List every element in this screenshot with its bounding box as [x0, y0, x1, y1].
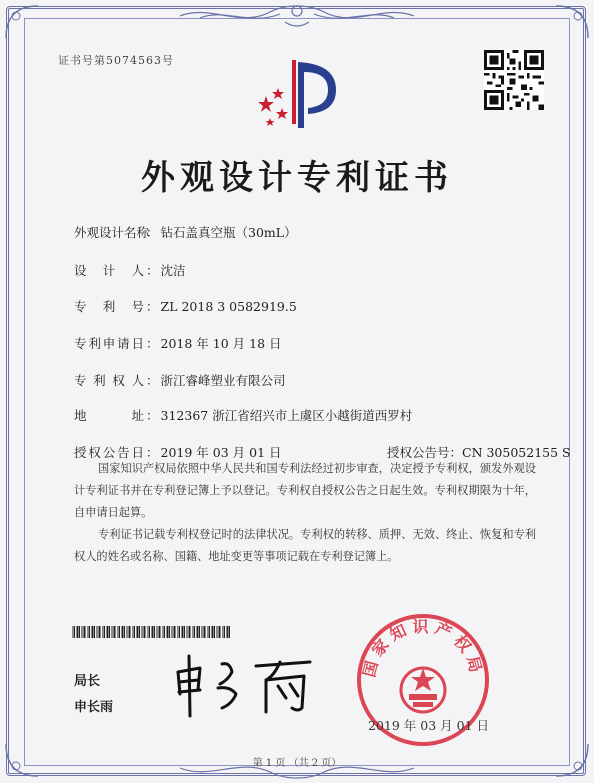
field-patent-number: 专利号 ： ZL 2018 3 0582919.5 [74, 299, 297, 314]
field-label: 地址 [74, 408, 144, 423]
field-application-date: 专利申请日 ： 2018 年 10 月 18 日 [74, 336, 282, 351]
field-patentee: 专利权人 ： 浙江睿峰塑业有限公司 [74, 373, 286, 388]
barcode [72, 626, 232, 638]
field-label: 专利号 [74, 299, 144, 314]
field-value: 2018 年 10 月 18 日 [160, 336, 282, 351]
field-value: 沈洁 [160, 263, 186, 278]
field-label: 外观设计名称 [74, 225, 150, 240]
field-value: 钻石盖真空瓶（30mL） [160, 225, 297, 240]
field-label: 专利权人 [74, 373, 144, 388]
field-label: 专利申请日 [74, 336, 144, 351]
certificate-paragraph-2: 专利证书记载专利权登记时的法律状况。专利权的转移、质押、无效、终止、恢复和专利权人的姓名或名称、国籍、地址变更等事项记载在专利登记簿上。 [74, 528, 536, 563]
field-value: 312367 浙江省绍兴市上虞区小越街道西罗村 [160, 408, 413, 423]
field-designer: 设计人 ： 沈洁 [74, 263, 186, 278]
certificate-paragraph-1: 国家知识产权局依照中华人民共和国专利法经过初步审查，决定授予专利权，颁发外观设计专利证书并在专利登记簿上予以登记。专利权自授权公告之日起生效。专利权期限为十年，自申请日起算。 [74, 462, 536, 519]
certificate-number: 证书号第5074563号 [58, 54, 174, 67]
patent-office-logo [256, 58, 344, 130]
field-address: 地址 ： 312367 浙江省绍兴市上虞区小越街道西罗村 [74, 408, 413, 423]
corner-ornament-tr [552, 2, 592, 42]
top-ornament [180, 2, 414, 30]
announcement-number: 授权公告号：CN 305052155 S [387, 445, 571, 460]
corner-ornament-tl [2, 2, 42, 42]
seal-text: 国家知识产权局 [359, 617, 487, 680]
field-label: 设计人 [74, 263, 144, 278]
field-label: 授权公告日 [74, 445, 144, 460]
qr-code [484, 50, 544, 110]
director-name: 申长雨 [74, 700, 114, 715]
field-design-name: 外观设计名称： 钻石盖真空瓶（30mL） [74, 225, 297, 240]
field-value: ZL 2018 3 0582919.5 [160, 299, 297, 314]
field-value: 浙江睿峰塑业有限公司 [160, 373, 286, 388]
certificate-title: 外观设计专利证书 [141, 158, 453, 198]
field-grant-date: 授权公告日 ： 2019 年 03 月 01 日 [74, 445, 282, 460]
handwritten-signature [170, 650, 320, 720]
seal-date: 2019 年 03 月 01 日 [368, 718, 489, 733]
director-title: 局长 [74, 674, 101, 689]
page-number: 第 1 页 （共 2 页） [252, 758, 342, 769]
field-value: 2019 年 03 月 01 日 [160, 445, 282, 460]
